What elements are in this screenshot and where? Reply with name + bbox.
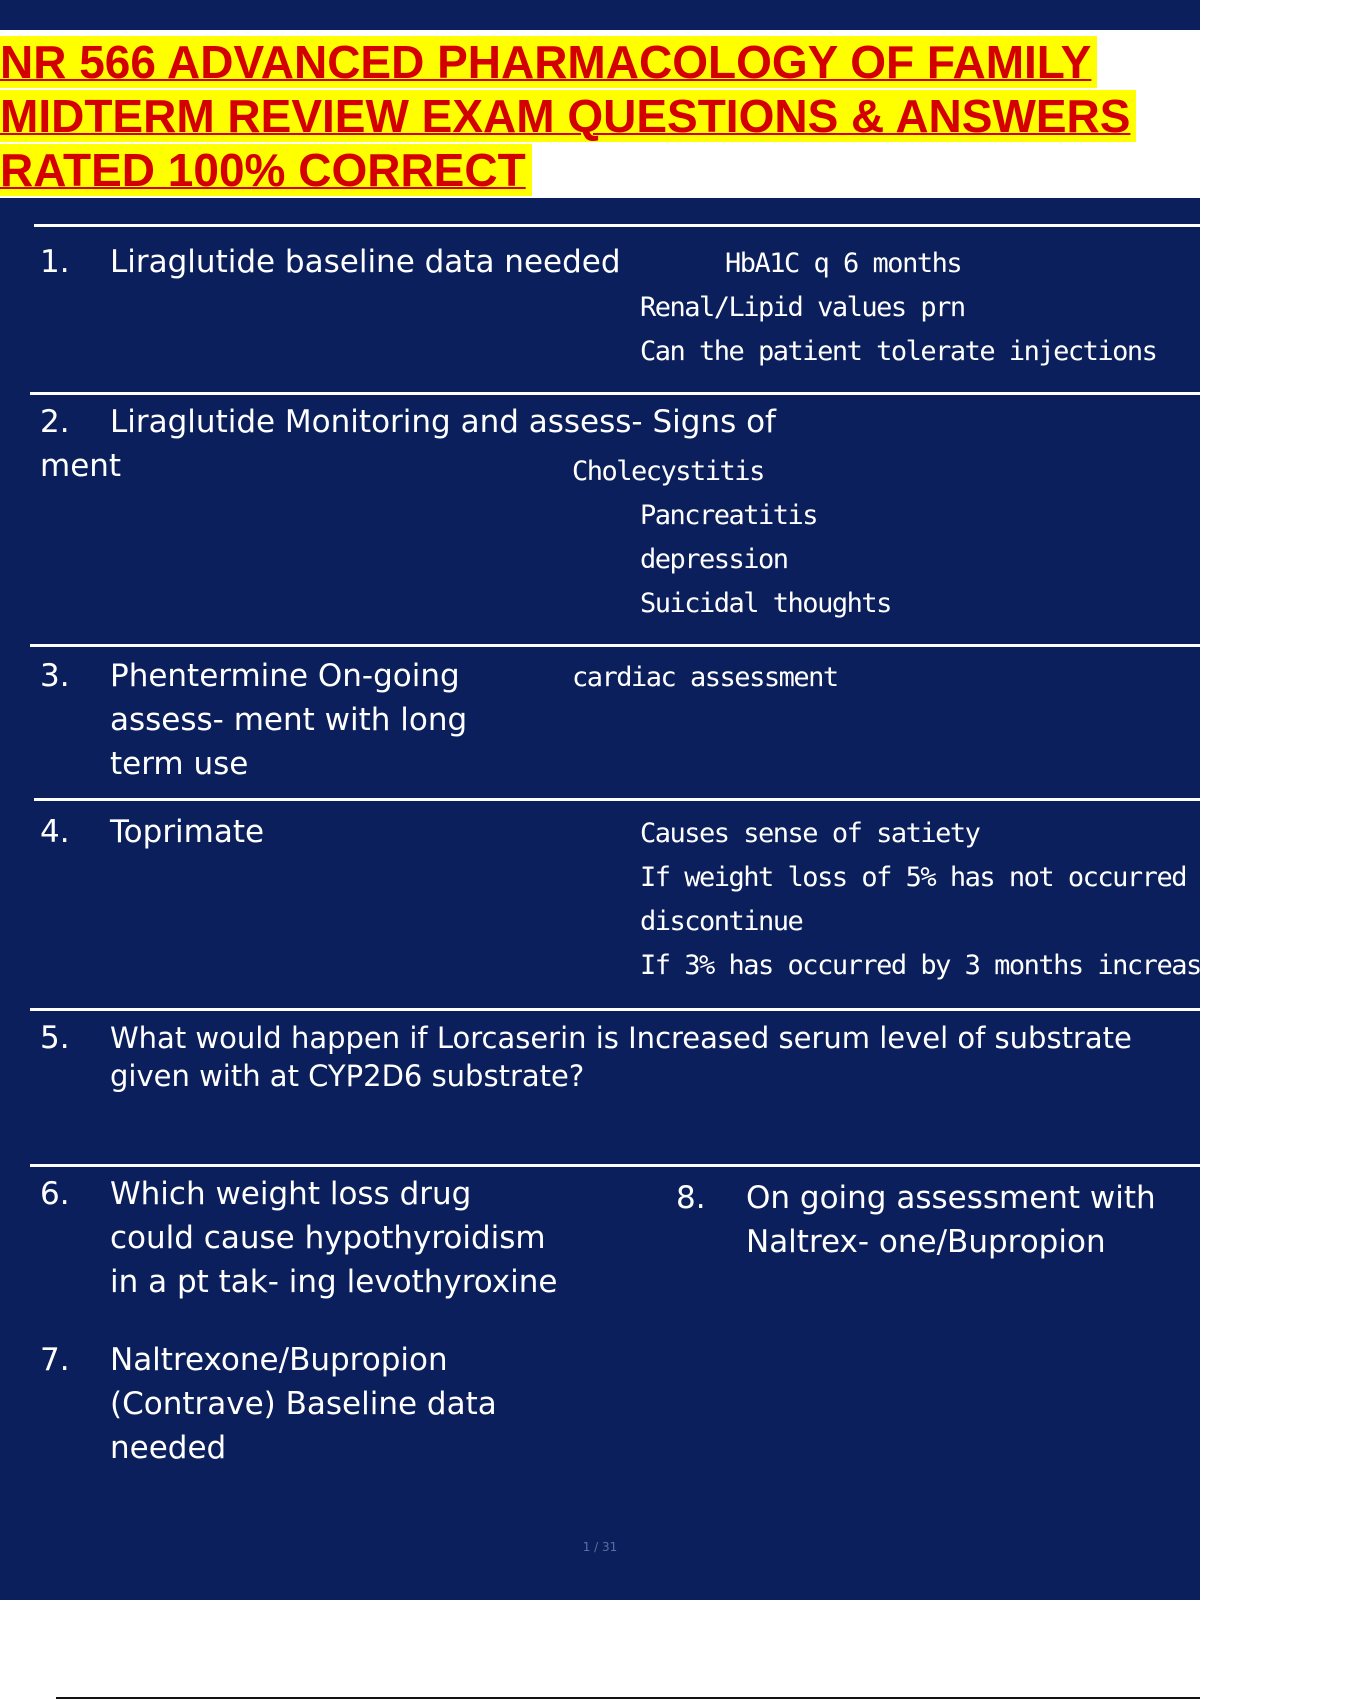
question-text: Phentermine On-going	[110, 658, 460, 694]
item-number: 3.	[40, 658, 70, 694]
row-divider	[30, 644, 1200, 647]
answer-line: Pancreatitis	[640, 500, 818, 531]
question-text: What would happen if Lorcaserin is Increased serum level of substrate	[110, 1021, 1132, 1055]
row-divider	[30, 1008, 1200, 1011]
question-text: Toprimate	[110, 814, 265, 850]
item-number: 4.	[40, 814, 70, 850]
question-text: Liraglutide Monitoring and assess- Signs of	[110, 404, 776, 440]
item-number: 6.	[40, 1176, 70, 1212]
answer-line: Cholecystitis	[572, 456, 764, 487]
answer-line: depression	[640, 544, 788, 575]
answer-line: HbA1C q 6 months	[725, 248, 962, 279]
answer-line: Can the patient tolerate injections	[640, 336, 1157, 367]
row-divider	[34, 224, 1200, 227]
question-text: in a pt tak- ing levothyroxine	[110, 1264, 558, 1300]
question-text: assess- ment with long	[110, 702, 468, 738]
answer-line: Renal/Lipid values prn	[640, 292, 965, 323]
item-number: 2.	[40, 404, 70, 440]
question-text: could cause hypothyroidism	[110, 1220, 546, 1256]
qa-content	[0, 198, 1363, 1600]
item-number: 8.	[676, 1180, 706, 1216]
question-text: Which weight loss drug	[110, 1176, 472, 1212]
answer-line: If weight loss of 5% has not occurred in 6 months	[640, 862, 1363, 893]
top-bar	[0, 0, 1200, 30]
answer-line: Suicidal thoughts	[640, 588, 891, 619]
item-number: 7.	[40, 1342, 70, 1378]
question-text: On going assessment with	[746, 1180, 1156, 1216]
question-text: needed	[110, 1430, 227, 1466]
question-text: Naltrex- one/Bupropion	[746, 1224, 1106, 1260]
answer-line: cardiac assessment	[572, 662, 838, 693]
question-text: (Contrave) Baseline data	[110, 1386, 497, 1422]
row-divider	[30, 392, 1200, 395]
title-line-3: RATED 100% CORRECT	[0, 144, 532, 196]
question-text: ment	[40, 448, 122, 484]
answer-line: discontinue	[640, 906, 803, 937]
question-text: Naltrexone/Bupropion	[110, 1342, 448, 1378]
row-divider	[30, 1164, 1200, 1167]
question-text: term use	[110, 746, 249, 782]
title-line-1: NR 566 ADVANCED PHARMACOLOGY OF FAMILY	[0, 36, 1097, 88]
answer-line: Causes sense of satiety	[640, 818, 980, 849]
item-number: 5.	[40, 1020, 70, 1056]
document-title	[0, 30, 1200, 198]
row-divider	[34, 798, 1200, 801]
title-line-2: MIDTERM REVIEW EXAM QUESTIONS & ANSWERS	[0, 90, 1136, 142]
question-text: Liraglutide baseline data needed	[110, 244, 621, 280]
answer-line: If 3% has occurred by 3 months increase dose	[640, 950, 1290, 981]
bottom-divider	[56, 1697, 1200, 1699]
item-number: 1.	[40, 244, 70, 280]
page-number: 1 / 31	[582, 1540, 618, 1554]
question-text: given with at CYP2D6 substrate?	[110, 1059, 585, 1093]
